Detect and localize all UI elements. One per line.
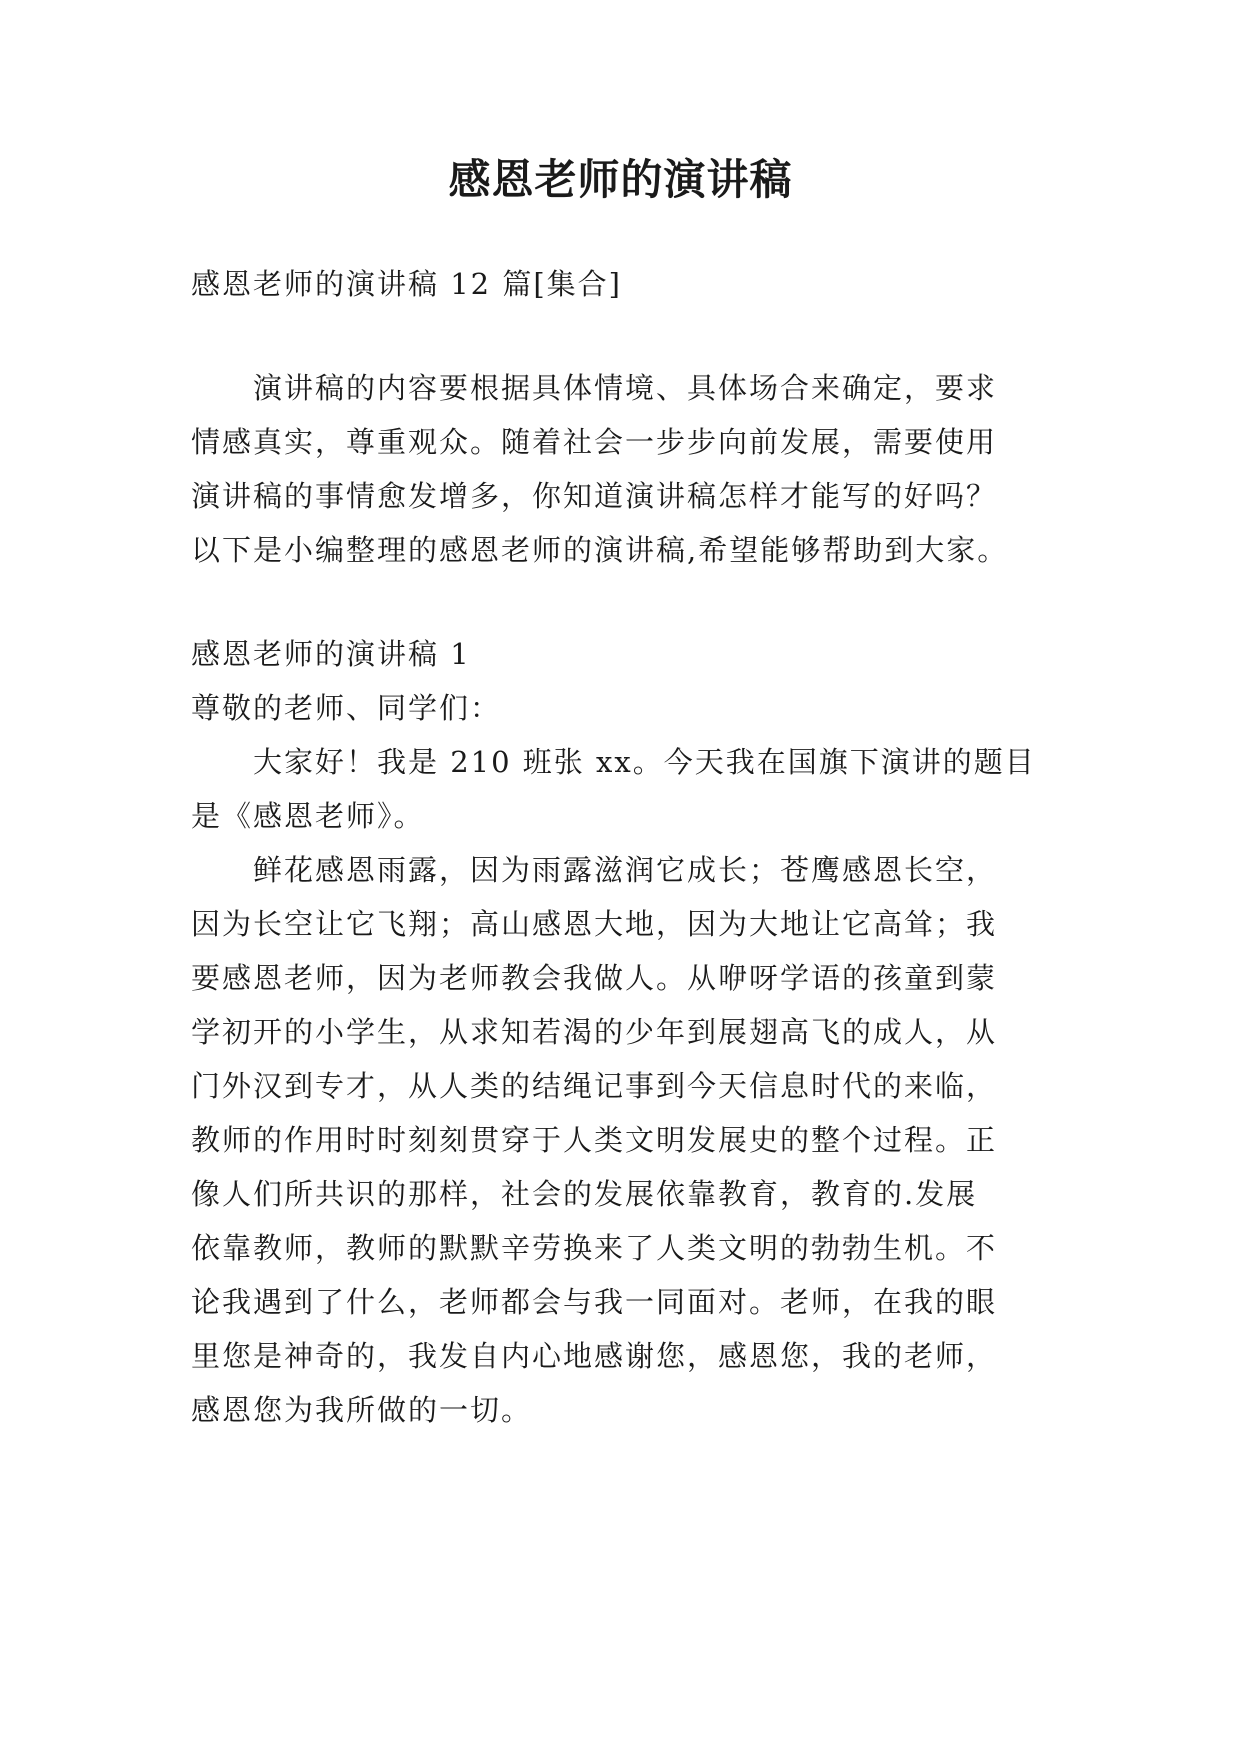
- section-heading: 感恩老师的演讲稿 1: [191, 637, 471, 671]
- paragraph-line: 里您是神奇的，我发自内心地感谢您，感恩您，我的老师，: [191, 1339, 998, 1373]
- paragraph-line: 感恩您为我所做的一切。: [191, 1393, 533, 1427]
- paragraph-line: 鲜花感恩雨露，因为雨露滋润它成长；苍鹰感恩长空，: [253, 853, 998, 887]
- paragraph-line: 像人们所共识的那样，社会的发展依靠教育，教育的.发展: [191, 1177, 978, 1211]
- paragraph-line: 学初开的小学生，从求知若渴的少年到展翅高飞的成人，从: [191, 1015, 998, 1049]
- intro-line: 演讲稿的事情愈发增多，你知道演讲稿怎样才能写的好吗？: [191, 479, 998, 513]
- intro-line: 以下是小编整理的感恩老师的演讲稿,希望能够帮助到大家。: [191, 533, 1009, 567]
- paragraph-line: 依靠教师，教师的默默辛劳换来了人类文明的勃勃生机。不: [191, 1231, 998, 1265]
- paragraph-line: 要感恩老师，因为老师教会我做人。从咿呀学语的孩童到蒙: [191, 961, 998, 995]
- document-subtitle: 感恩老师的演讲稿 12 篇[集合]: [191, 267, 622, 301]
- intro-line: 演讲稿的内容要根据具体情境、具体场合来确定，要求: [253, 371, 998, 405]
- paragraph-line: 门外汉到专才，从人类的结绳记事到今天信息时代的来临，: [191, 1069, 998, 1103]
- paragraph-line: 因为长空让它飞翔；高山感恩大地，因为大地让它高耸；我: [191, 907, 998, 941]
- paragraph-line: 是《感恩老师》。: [191, 799, 425, 833]
- document-title: 感恩老师的演讲稿: [448, 155, 793, 204]
- salutation: 尊敬的老师、同学们：: [191, 691, 502, 725]
- paragraph-line: 大家好！我是 210 班张 xx。今天我在国旗下演讲的题目: [253, 745, 1036, 779]
- paragraph-line: 论我遇到了什么，老师都会与我一同面对。老师，在我的眼: [191, 1285, 998, 1319]
- intro-line: 情感真实，尊重观众。随着社会一步步向前发展，需要使用: [191, 425, 998, 459]
- paragraph-line: 教师的作用时时刻刻贯穿于人类文明发展史的整个过程。正: [191, 1123, 998, 1157]
